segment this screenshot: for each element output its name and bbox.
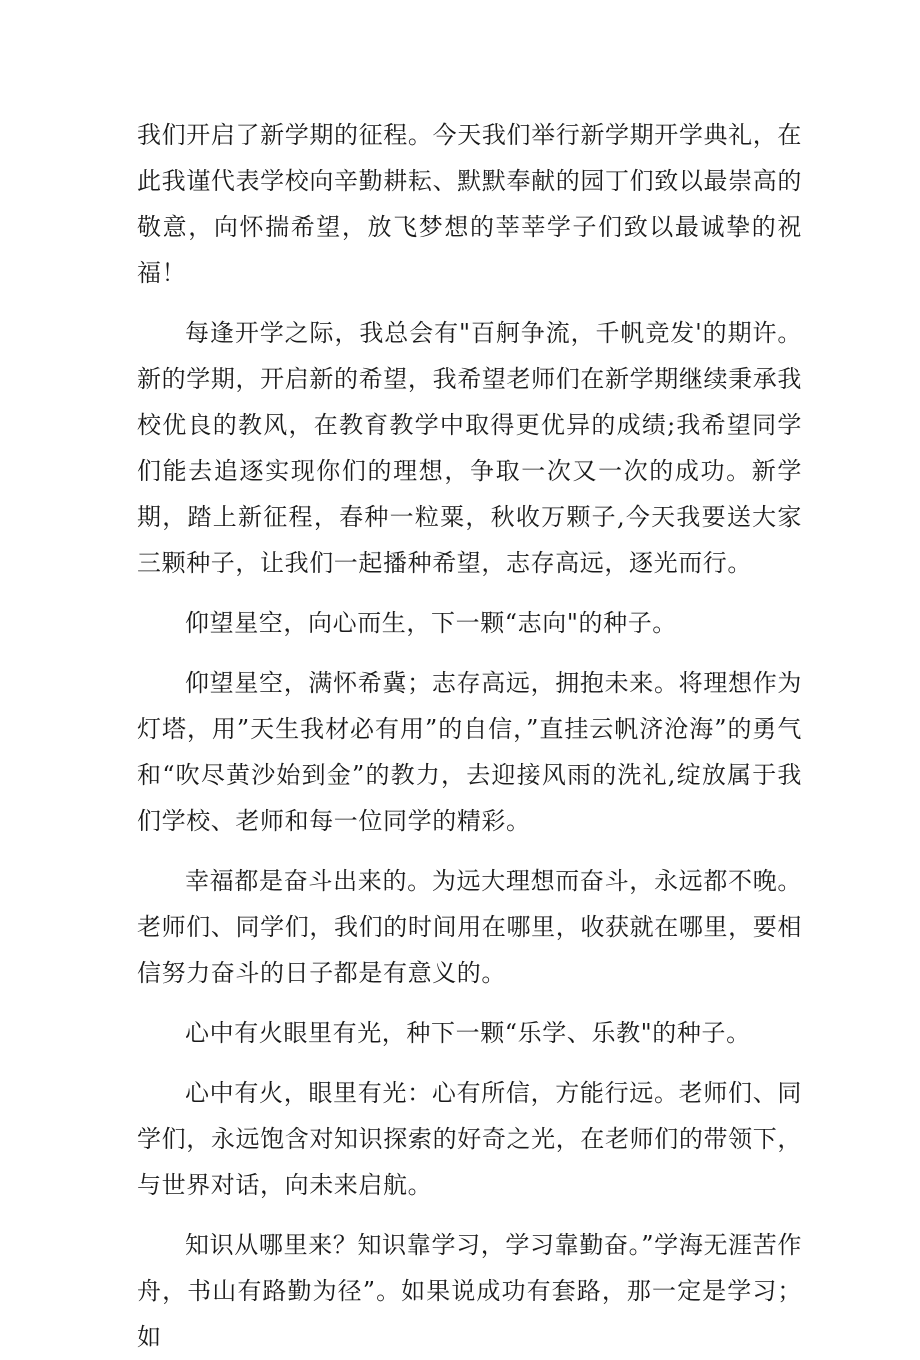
paragraph-seed-joy-heading: 心中有火眼里有光，种下一颗“乐学、乐教"的种子。 (185, 1019, 751, 1047)
paragraph-opening: 我们开启了新学期的征程。今天我们举行新学期开学典礼，在此我谨代表学校向辛勤耕耘、默默奉献的园丁们致以最崇高的敬意，向怀揣希望，放飞梦想的莘莘学子们致以最诚挚的祝福！ (137, 121, 802, 287)
paragraph-knowledge: 知识从哪里来？知识靠学习，学习靠勤奋。”学海无涯苦作舟，书山有路勤为径”。如果说成功有套路，那一定是学习；如 (137, 1231, 802, 1351)
paragraph-semester-hopes: 每逢开学之际，我总会有"百舸争流，千帆竞发'的期许。新的学期，开启新的希望，我希望老师们在新学期继续秉承我校优良的教风，在教育教学中取得更优异的成绩;我希望同学们能去追逐实现你们的理想，争取一次又一次的成功。新学期，踏上新征程，春种一粒粟，秋收万颗子,今天我要送大家三颗种子，让我们一起播种希望，志存高远，逐光而行。 (137, 319, 802, 577)
body-text (137, 112, 802, 1360)
paragraph-seed-ambition-heading: 仰望星空，向心而生，下一颗“志向"的种子。 (185, 609, 677, 637)
paragraph-fire-and-light: 心中有火，眼里有光：心有所信，方能行远。老师们、同学们，永远饱含对知识探索的好奇之光，在老师们的带领下，与世界对话，向未来启航。 (137, 1079, 802, 1199)
paragraph-happiness-striving: 幸福都是奋斗出来的。为远大理想而奋斗，永远都不晚。老师们、同学们，我们的时间用在哪里，收获就在哪里，要相信努力奋斗的日子都是有意义的。 (137, 867, 802, 987)
paragraph-stargazing: 仰望星空，满怀希冀；志存高远，拥抱未来。将理想作为灯塔，用”天生我材必有用”的自信，”直挂云帆济沧海”的勇气和“吹尽黄沙始到金”的教力，去迎接风雨的洗礼,绽放属于我们学校、老师和每一位同学的精彩。 (137, 669, 802, 835)
